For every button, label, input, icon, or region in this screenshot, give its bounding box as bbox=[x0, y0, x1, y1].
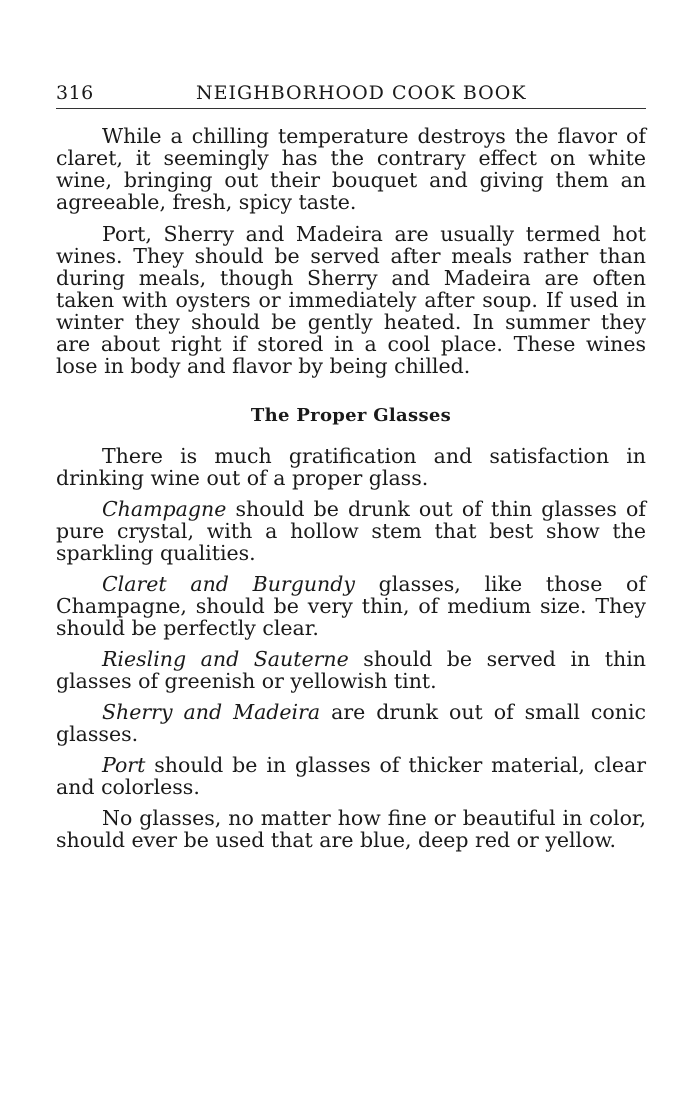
book-page bbox=[56, 78, 646, 860]
paragraph-proper-glass: There is much gratification and satisfaction in drinking wine out of a proper glass. bbox=[56, 444, 646, 490]
term-port: Port bbox=[102, 753, 146, 777]
paragraph-champagne-text: should be drunk out of thin glasses of pure crystal, with a hollow stem that best show the sparkling qualities. bbox=[56, 497, 646, 565]
paragraph-champagne bbox=[56, 498, 646, 564]
paragraph-riesling-sauterne-text: should be served in thin glasses of greenish or yellowish tint. bbox=[56, 647, 646, 693]
term-sherry-madeira: Sherry and Madeira bbox=[102, 700, 321, 724]
paragraph-white-wine: While a chilling temperature destroys the flavor of claret, it seemingly has the contrary effect on white wine, bringing out their bouquet and giving them an agreeable, fresh, spicy taste. bbox=[56, 124, 646, 214]
paragraph-port-text: should be in glasses of thicker material, clear and colorless. bbox=[56, 753, 646, 799]
paragraph-hot-wines: Port, Sherry and Madeira are usually termed hot wines. They should be served after meals rather than during meals, though Sherry and Madeira are often taken with oysters or immediately after soup. If used in winter they should be gently heated. In summer they are about right if stored in a cool place. These wines lose in body and flavor by being chilled. bbox=[56, 222, 646, 378]
term-champagne: Champagne bbox=[102, 497, 227, 521]
running-head: NEIGHBORHOOD COOK BOOK bbox=[196, 82, 527, 104]
paragraph-sherry-madeira-text: are drunk out of small conic glasses. bbox=[56, 700, 646, 746]
page-number: 316 bbox=[56, 82, 94, 104]
paragraph-riesling-sauterne bbox=[56, 648, 646, 692]
section-heading: The Proper Glasses bbox=[250, 405, 452, 426]
page-body bbox=[56, 125, 646, 851]
page-header bbox=[56, 78, 646, 109]
paragraph-port bbox=[56, 754, 646, 798]
term-riesling-sauterne: Riesling and Sauterne bbox=[102, 647, 349, 671]
paragraph-claret-burgundy bbox=[56, 573, 646, 639]
paragraph-no-glasses: No glasses, no matter how fine or beautiful in color, should ever be used that are blue, deep red or yellow. bbox=[56, 806, 646, 852]
paragraph-sherry-madeira bbox=[56, 701, 646, 745]
paragraph-claret-burgundy-text: glasses, like those of Champagne, should be very thin, of medium size. They should be perfectly clear. bbox=[56, 572, 646, 640]
term-claret-burgundy: Claret and Burgundy bbox=[102, 572, 355, 596]
